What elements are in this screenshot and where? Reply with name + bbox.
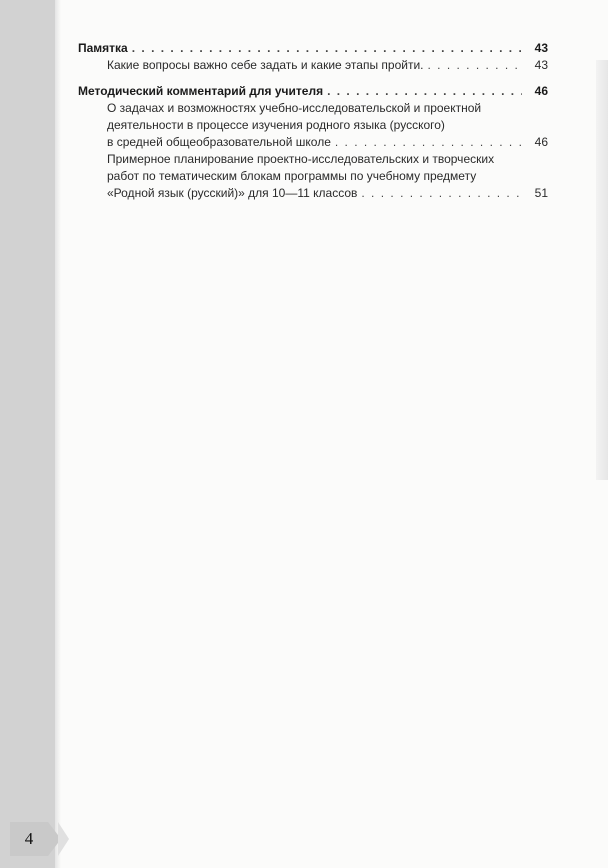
toc-entry-planning [78,151,548,202]
page-number-badge [10,822,48,856]
toc-page-number: 46 [534,84,548,98]
toc-page-number: 51 [534,186,548,200]
toc-page-number: 46 [534,135,548,149]
toc-entry-last-line [107,185,548,202]
toc-leader-dots [132,40,522,57]
toc-entry-tasks [78,100,548,151]
margin-fade [55,0,61,868]
toc-entry-line: работ по тематическим блокам программы по учебному предмету [107,169,477,183]
toc-page-number: 43 [534,41,548,55]
table-of-contents [78,40,548,202]
toc-entry-questions [78,57,548,74]
page-number: 4 [24,829,34,848]
toc-entry-line: О задачах и возможностях учебно-исследовательской и проектной [107,101,482,115]
toc-leader-dots [361,185,522,202]
toc-entry-label: Памятка [78,41,128,55]
toc-entry-label: Методический комментарий для учителя [78,84,324,98]
toc-entry-methodical-comment [78,83,548,100]
toc-entry-line: деятельности в процессе изучения родного языка (русского) [107,118,445,132]
badge-arrow-light-icon [58,822,69,856]
toc-page-number: 43 [534,58,548,72]
right-edge-shadow [596,60,608,480]
toc-entry-line: в средней общеобразовательной школе [107,135,331,149]
toc-entry-line: «Родной язык (русский)» для 10—11 классов [107,186,358,200]
page-margin-band [0,0,55,868]
toc-leader-dots [327,83,522,100]
toc-leader-dots [335,134,522,151]
toc-entry-label: Какие вопросы важно себе задать и какие этапы пройти. [107,58,424,72]
toc-entry-line: Примерное планирование проектно-исследовательских и творческих [107,152,495,166]
toc-leader-dots [428,57,523,74]
toc-entry-pamyatka [78,40,548,57]
toc-entry-last-line [107,134,548,151]
